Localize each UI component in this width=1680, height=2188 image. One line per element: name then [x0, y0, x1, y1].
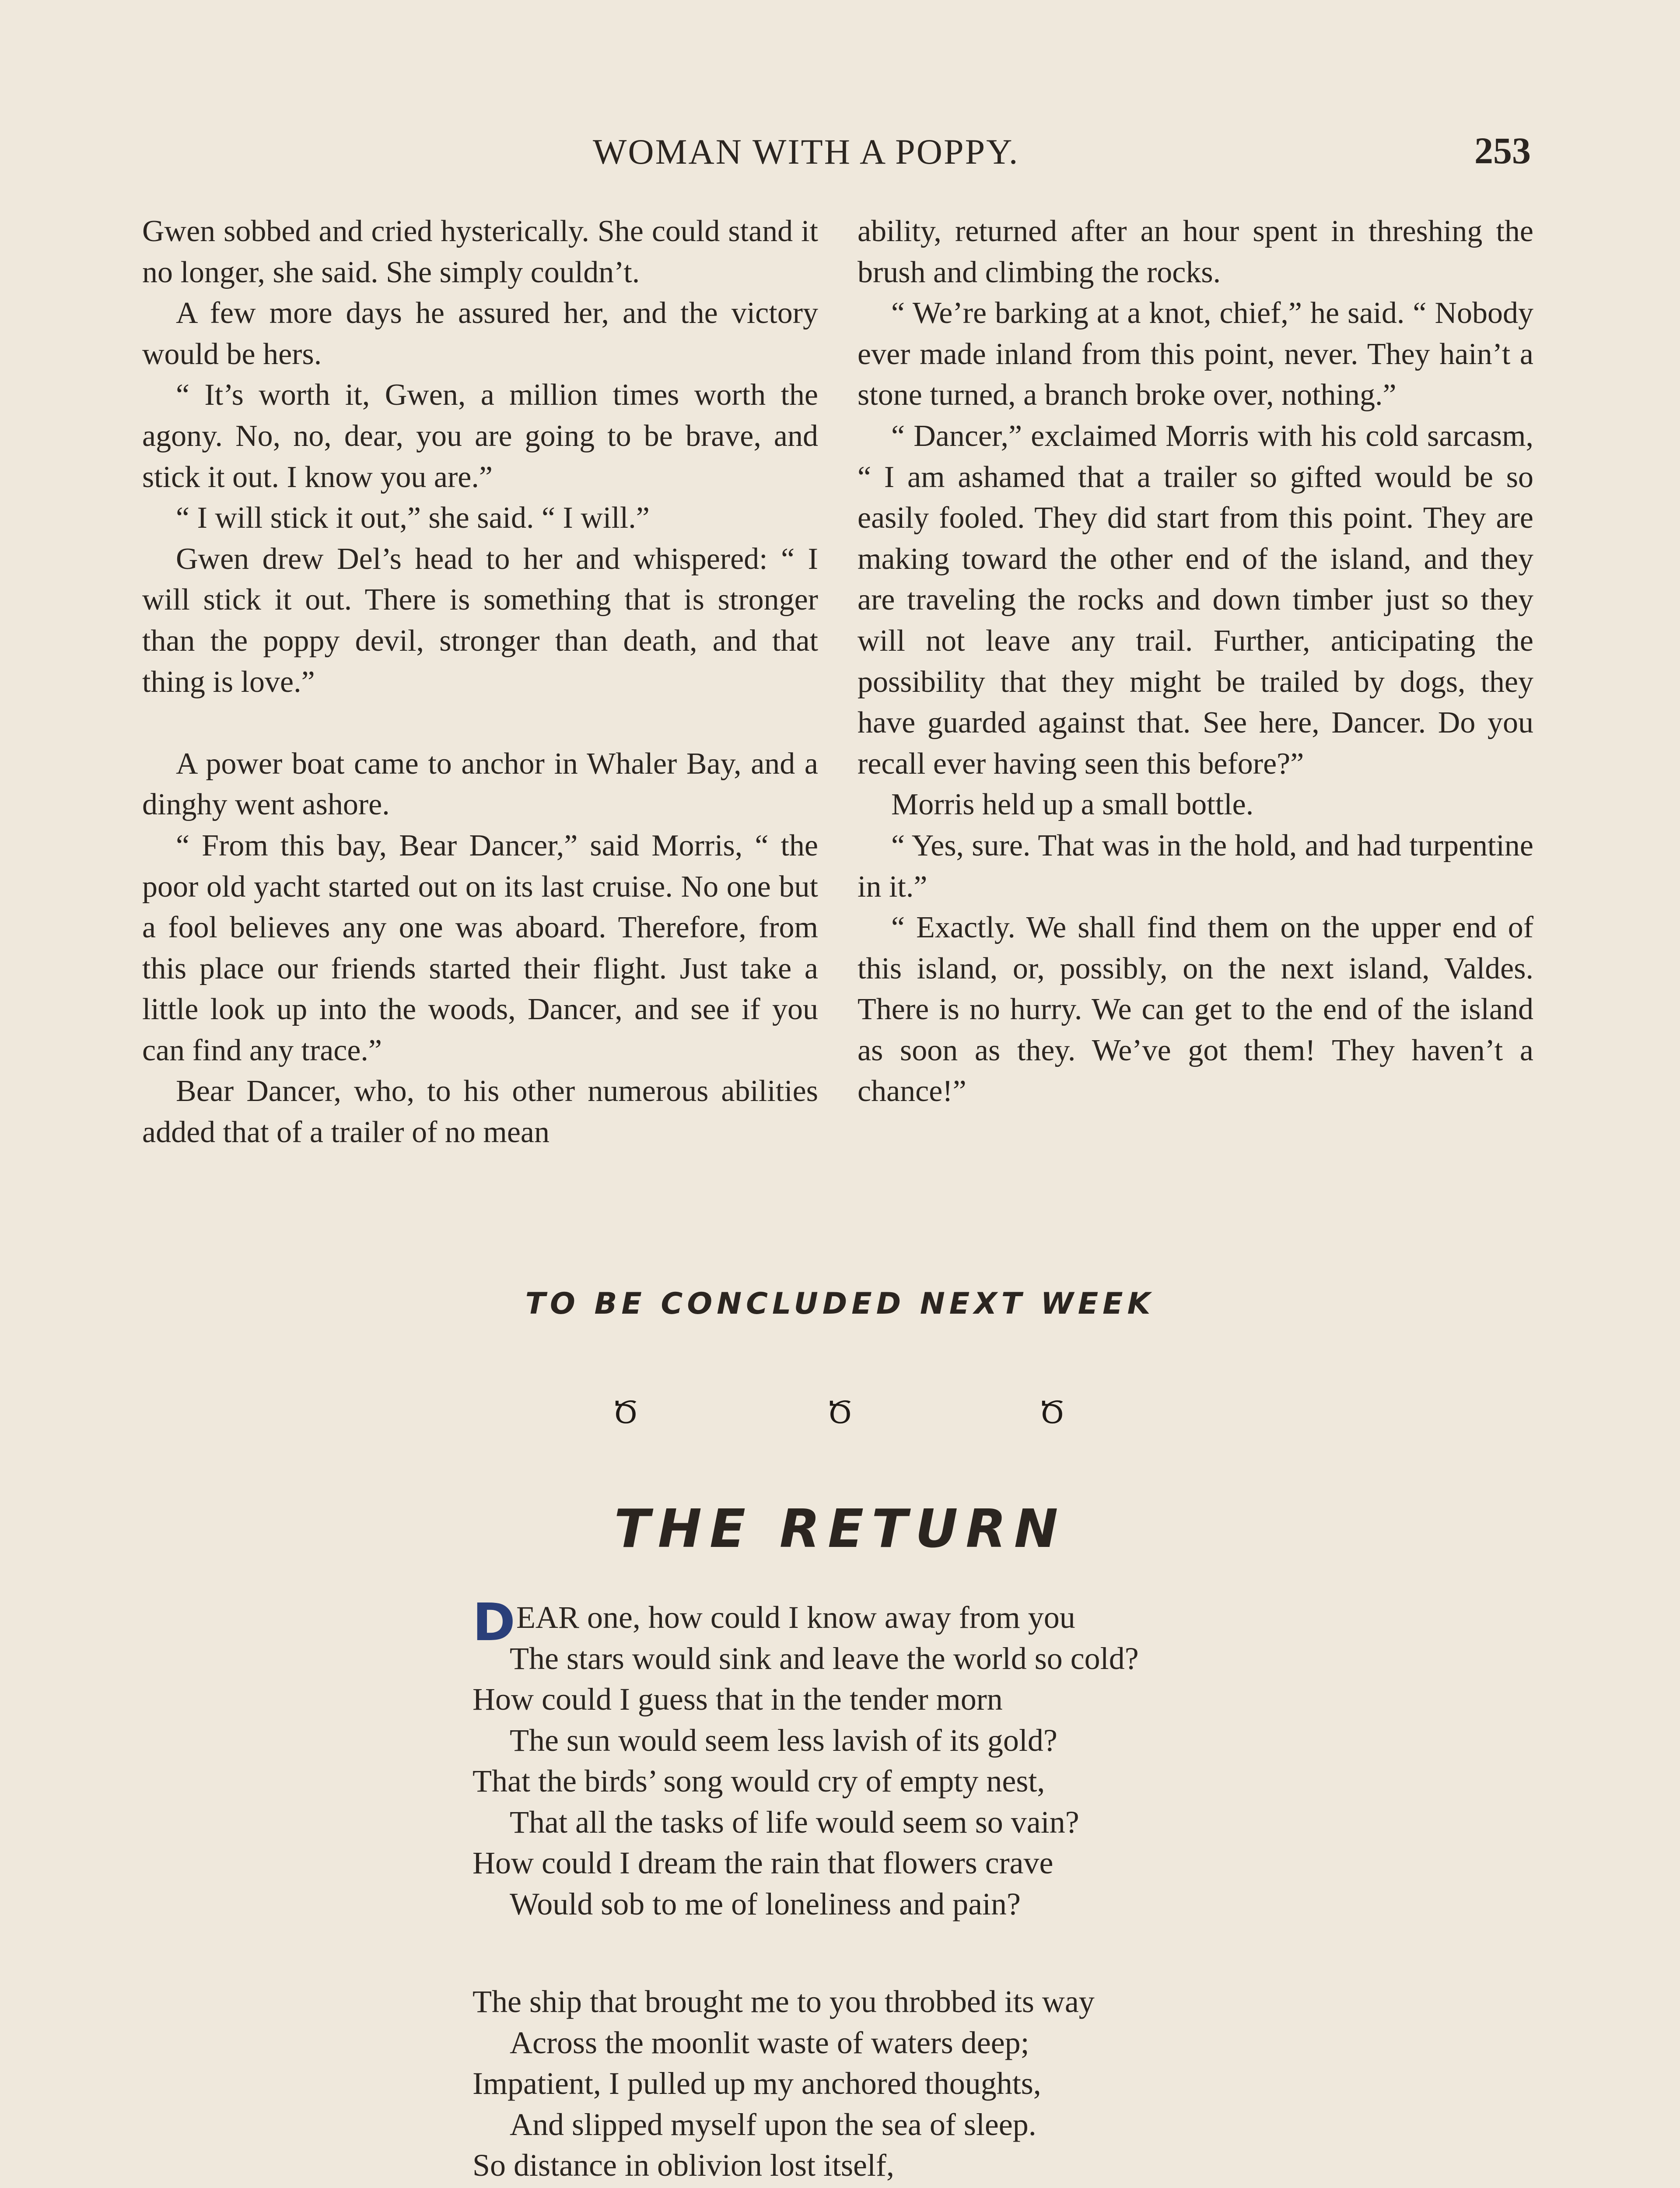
paragraph: ability, returned after an hour spent in threshing the brush and climbing the rocks.	[858, 214, 1533, 289]
poem-line-text: EAR one, how could I know away from you	[516, 1600, 1075, 1635]
section-break	[142, 702, 818, 743]
paragraph: “ I will stick it out,” she said. “ I will.”	[176, 501, 650, 535]
paragraph: Bear Dancer, who, to his other numerous abilities added that of a trailer of no mean	[142, 1074, 818, 1150]
running-title: WOMAN WITH A POPPY.	[593, 132, 1019, 172]
page-number: 253	[1474, 130, 1531, 172]
poem-line-text: That the birds’ song would cry of empty nest,	[472, 1764, 1045, 1799]
poem-line	[472, 1761, 1348, 1802]
poem-line	[472, 1981, 1348, 2023]
poem-line-text: The ship that brought me to you throbbed its way	[472, 1984, 1095, 2019]
poem-line-text: That all the tasks of life would seem so vain?	[510, 1804, 1079, 1840]
paragraph: “ It’s worth it, Gwen, a million times worth the agony. No, no, dear, you are going to be brave, and stick it out. I know you are.”	[142, 378, 818, 494]
paragraph: Gwen drew Del’s head to her and whispered: “ I will stick it out. There is something that is stronger than the poppy devil, stronger than death, and that thing is love.”	[142, 542, 818, 699]
poem-line	[472, 2063, 1348, 2104]
paragraph: Morris held up a small bottle.	[891, 788, 1254, 822]
ornament-icon: Ծ	[612, 1396, 639, 1430]
poem-line	[472, 2186, 1348, 2188]
poem-line	[472, 1592, 1348, 1652]
poem-line-text: How could I dream the rain that flowers crave	[472, 1845, 1054, 1880]
paragraph: A few more days he assured her, and the victory would be hers.	[142, 296, 818, 371]
poem-line	[472, 1802, 1348, 1843]
poem-line-text: The stars would sink and leave the world so cold?	[510, 1641, 1139, 1676]
poem-line	[472, 2104, 1348, 2146]
ornament-divider	[0, 1396, 1680, 1435]
paragraph: “ From this bay, Bear Dancer,” said Morris, “ the poor old yacht started out on its last cruise. No one but a fool believes any one was aboard. Therefore, from this place our friends started their flight. Just take a little look up into the woods, Dancer, and see if you can find any trace.”	[142, 828, 818, 1067]
poem-line-text: Would sob to me of loneliness and pain?	[510, 1886, 1021, 1922]
poem-line	[472, 2145, 1348, 2186]
paragraph: A power boat came to anchor in Whaler Bay, and a dinghy went ashore.	[142, 747, 818, 822]
poem-line	[472, 1720, 1348, 1761]
poem-line	[472, 1843, 1348, 1884]
poem-line-text: Across the moonlit waste of waters deep;	[510, 2025, 1029, 2060]
poem-line	[472, 1679, 1348, 1720]
poem-body	[472, 1592, 1348, 2188]
right-column	[858, 211, 1533, 1112]
paragraph: Gwen sobbed and cried hysterically. She could stand it no longer, she said. She simply couldn’t.	[142, 214, 818, 289]
poem-line-text: Impatient, I pulled up my anchored thoughts,	[472, 2066, 1041, 2101]
poem-line-text: And slipped myself upon the sea of sleep.	[510, 2107, 1036, 2142]
poem-title: THE RETURN	[614, 1499, 1066, 1560]
paragraph: “ We’re barking at a knot, chief,” he said. “ Nobody ever made inland from this point, never. They hain’t a stone turned, a branch broke over, nothing.”	[858, 296, 1533, 412]
continuation-notice: TO BE CONCLUDED NEXT WEEK	[525, 1287, 1155, 1321]
paragraph: “ Yes, sure. That was in the hold, and had turpentine in it.”	[858, 828, 1533, 904]
paragraph: “ Dancer,” exclaimed Morris with his cold sarcasm, “ I am ashamed that a trailer so gifted would be so easily fooled. They did start from this point. They are making toward the other end of the island, and they are traveling the rocks and down timber just so they will not leave any trail. Further, anticipating the possibility that they might be trailed by dogs, they have guarded against that. See here, Dancer. Do you recall ever having seen this before?”	[858, 419, 1533, 781]
poem-line-text: So distance in oblivion lost itself,	[472, 2148, 894, 2183]
left-column	[142, 211, 818, 1153]
poem-line	[472, 1884, 1348, 1925]
poem-line-text: How could I guess that in the tender morn	[472, 1682, 1003, 1717]
drop-cap: D	[472, 1592, 515, 1652]
ornament-icon: Ծ	[827, 1396, 853, 1430]
ornament-icon: Ծ	[1039, 1396, 1065, 1430]
running-head	[0, 131, 1680, 179]
poem-line-text: The sun would seem less lavish of its gold?	[510, 1722, 1057, 1758]
stanza-break	[472, 1925, 1348, 1981]
paragraph: “ Exactly. We shall find them on the upper end of this island, or, possibly, on the next island, Valdes. There is no hurry. We can get to the end of the island as soon as they. We’ve got them! They haven’t a chance!”	[858, 911, 1533, 1108]
poem-line	[472, 1638, 1348, 1680]
poem-line	[472, 2023, 1348, 2064]
